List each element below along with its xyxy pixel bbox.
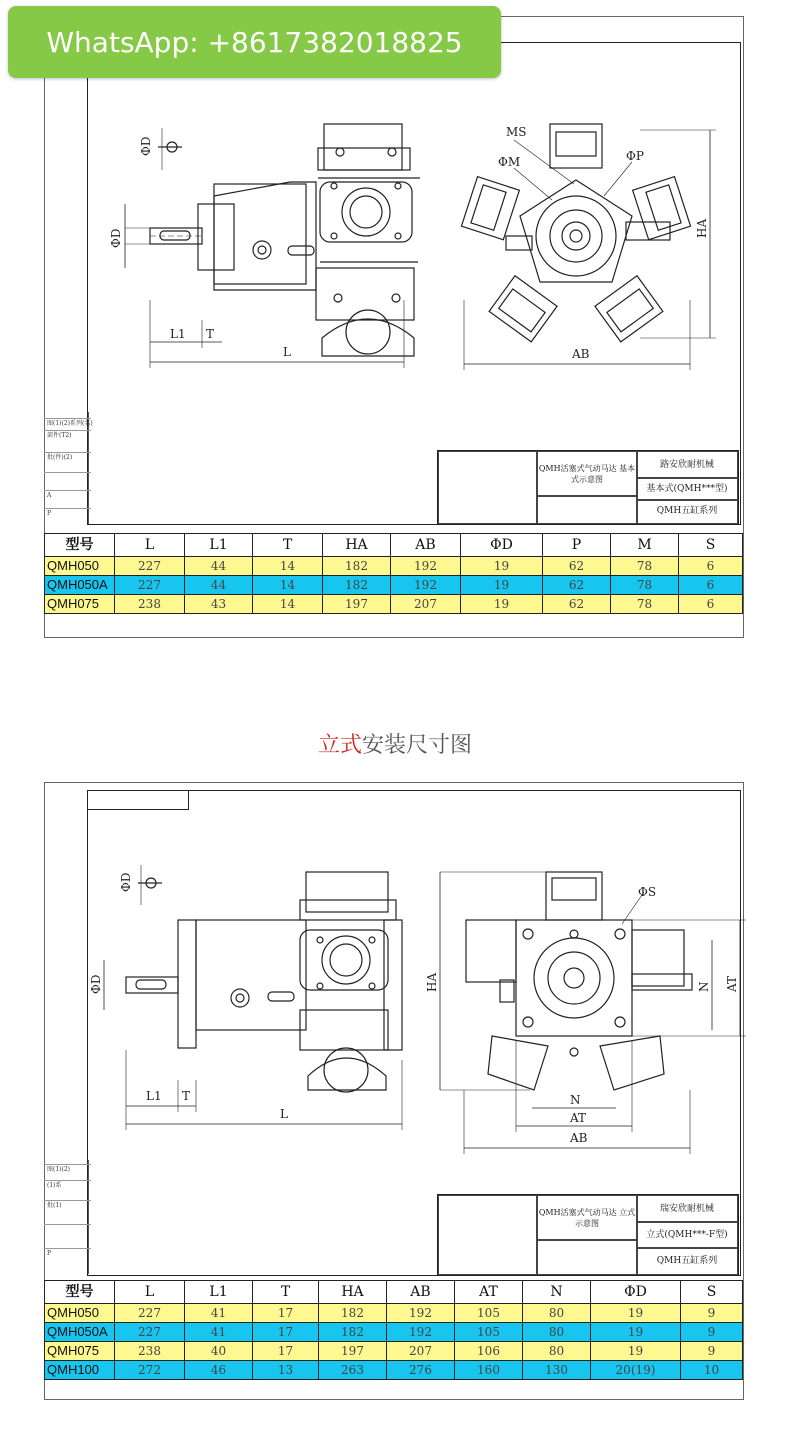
dim-N-label: N [570,1093,581,1107]
value-cell: 6 [679,576,743,595]
col-header: N [523,1281,591,1304]
title-block-1 [437,450,739,525]
model-cell: QMH075 [45,1342,115,1361]
value-cell: 62 [543,595,611,614]
value-cell: 182 [319,1323,387,1342]
value-cell: 78 [611,576,679,595]
value-cell: 182 [323,576,391,595]
col-header: L1 [185,534,253,557]
title-block-company: 路安欣耐机械 [636,451,738,479]
value-cell: 6 [679,595,743,614]
table-row [45,576,743,595]
strip-text [44,1224,91,1225]
title-block-type: 立式(QMH***-F型) [636,1221,738,1249]
value-cell: 17 [253,1304,319,1323]
model-cell: QMH050A [45,576,115,595]
value-cell: 19 [591,1323,681,1342]
value-cell: 238 [115,595,185,614]
value-cell: 80 [523,1342,591,1361]
model-cell: QMH050 [45,1304,115,1323]
col-header: ΦD [461,534,543,557]
value-cell: 17 [253,1323,319,1342]
col-header: AB [391,534,461,557]
value-cell: 46 [185,1361,253,1380]
value-cell: 263 [319,1361,387,1380]
title-block-grid [536,1239,638,1275]
value-cell: 80 [523,1323,591,1342]
value-cell: 41 [185,1323,253,1342]
strip-text: P [44,1248,91,1259]
value-cell: 19 [461,576,543,595]
section-heading [0,728,790,759]
dim-M-label: ΦM [498,155,521,169]
col-header: 型号 [45,1281,115,1304]
col-header: L [115,1281,185,1304]
dimension-table-1 [44,533,743,614]
dim-D-label: ΦD [109,228,123,248]
value-cell: 182 [323,557,391,576]
whatsapp-contact-badge: WhatsApp: +8617382018825 [8,6,501,78]
title-block-grid [438,1195,538,1275]
strip-text: P [44,508,91,519]
col-header: HA [319,1281,387,1304]
title-block-grid [536,495,638,524]
dim-L1-label: L1 [170,327,186,341]
dim-L1-label: L1 [146,1089,162,1103]
value-cell: 276 [387,1361,455,1380]
table-row [45,1323,743,1342]
col-header: L [115,534,185,557]
dim-AT-side-label: AT [725,975,739,992]
title-block-company: 瑞安欣耐机械 [636,1195,738,1223]
value-cell: 182 [319,1304,387,1323]
dim-P-label: ΦP [626,149,644,163]
title-block-title: QMH活塞式气动马达 立式示意图 [536,1195,638,1241]
table-row [45,1361,743,1380]
col-header: L1 [185,1281,253,1304]
value-cell: 62 [543,576,611,595]
value-cell: 192 [387,1304,455,1323]
value-cell: 10 [681,1361,743,1380]
dim-L-label: L [283,345,291,359]
value-cell: 192 [387,1323,455,1342]
value-cell: 78 [611,595,679,614]
dim-D-pin-label: ΦD [139,136,153,156]
strip-text: (1)系 [44,1180,91,1191]
value-cell: 9 [681,1342,743,1361]
title-block-grid [438,451,538,524]
dim-AB-label: AB [570,1131,588,1145]
dim-D-label: ΦD [89,974,103,994]
strip-text: 部件(T2) [44,430,91,441]
title-block-title: QMH活塞式气动马达 基本式示意图 [536,451,638,497]
value-cell: 19 [591,1304,681,1323]
heading-highlight: 立式 [317,733,362,758]
strip-text: A [44,490,91,501]
value-cell: 44 [185,576,253,595]
dim-D-pin-label: ΦD [119,872,133,892]
value-cell: 20(19) [591,1361,681,1380]
value-cell: 227 [115,576,185,595]
model-cell: QMH100 [45,1361,115,1380]
strip-text: 批(1) [44,1200,91,1211]
table-row [45,1304,743,1323]
title-block-series: QMH五缸系列 [636,1247,738,1275]
value-cell: 197 [323,595,391,614]
dim-T-label: T [182,1089,191,1103]
value-cell: 19 [461,557,543,576]
heading-rest: 安装尺寸图 [362,733,473,758]
dim-AB-label: AB [572,347,590,361]
dim-L-label: L [280,1107,288,1121]
value-cell: 106 [455,1342,523,1361]
value-cell: 43 [185,595,253,614]
value-cell: 227 [115,1304,185,1323]
title-block-type: 基本式(QMH***型) [636,477,738,501]
title-block-series: QMH五缸系列 [636,499,738,524]
value-cell: 6 [679,557,743,576]
value-cell: 17 [253,1342,319,1361]
dimension-table-2 [44,1280,743,1380]
value-cell: 227 [115,1323,185,1342]
value-cell: 207 [387,1342,455,1361]
value-cell: 14 [253,595,323,614]
col-header: T [253,1281,319,1304]
col-header: HA [323,534,391,557]
strip-text: 批(件)(2) [44,452,91,463]
model-cell: QMH050A [45,1323,115,1342]
strip-text: 图(1)(2) [44,1164,91,1175]
value-cell: 14 [253,557,323,576]
value-cell: 80 [523,1304,591,1323]
col-header: ΦD [591,1281,681,1304]
model-cell: QMH075 [45,595,115,614]
value-cell: 207 [391,595,461,614]
value-cell: 19 [461,595,543,614]
value-cell: 238 [115,1342,185,1361]
value-cell: 130 [523,1361,591,1380]
strip-text: 图(1)(2)系列(名) [44,418,91,429]
dim-AT-label: AT [570,1111,587,1125]
dim-N-side-label: N [697,981,711,992]
value-cell: 19 [591,1342,681,1361]
value-cell: 272 [115,1361,185,1380]
value-cell: 9 [681,1304,743,1323]
title-block-2 [437,1194,739,1276]
col-header: S [681,1281,743,1304]
col-header: AB [387,1281,455,1304]
col-header: P [543,534,611,557]
dim-HA-label: HA [425,972,439,992]
value-cell: 197 [319,1342,387,1361]
value-cell: 192 [391,576,461,595]
model-cell: QMH050 [45,557,115,576]
value-cell: 9 [681,1323,743,1342]
col-header: S [679,534,743,557]
col-header: M [611,534,679,557]
value-cell: 192 [391,557,461,576]
table-header-row [45,534,743,557]
col-header: AT [455,1281,523,1304]
table-row [45,595,743,614]
value-cell: 105 [455,1323,523,1342]
motor-drawing-2 [0,780,790,1200]
table-header-row [45,1281,743,1304]
col-header: T [253,534,323,557]
dim-HA-label: HA [695,218,709,238]
value-cell: 14 [253,576,323,595]
value-cell: 227 [115,557,185,576]
value-cell: 78 [611,557,679,576]
value-cell: 41 [185,1304,253,1323]
value-cell: 62 [543,557,611,576]
table-row [45,557,743,576]
value-cell: 105 [455,1304,523,1323]
value-cell: 44 [185,557,253,576]
col-header: 型号 [45,534,115,557]
dim-S-label: ΦS [638,885,657,899]
value-cell: 40 [185,1342,253,1361]
table-row [45,1342,743,1361]
value-cell: 13 [253,1361,319,1380]
dim-MS-label: MS [506,125,527,139]
dim-T-label: T [206,327,215,341]
value-cell: 160 [455,1361,523,1380]
